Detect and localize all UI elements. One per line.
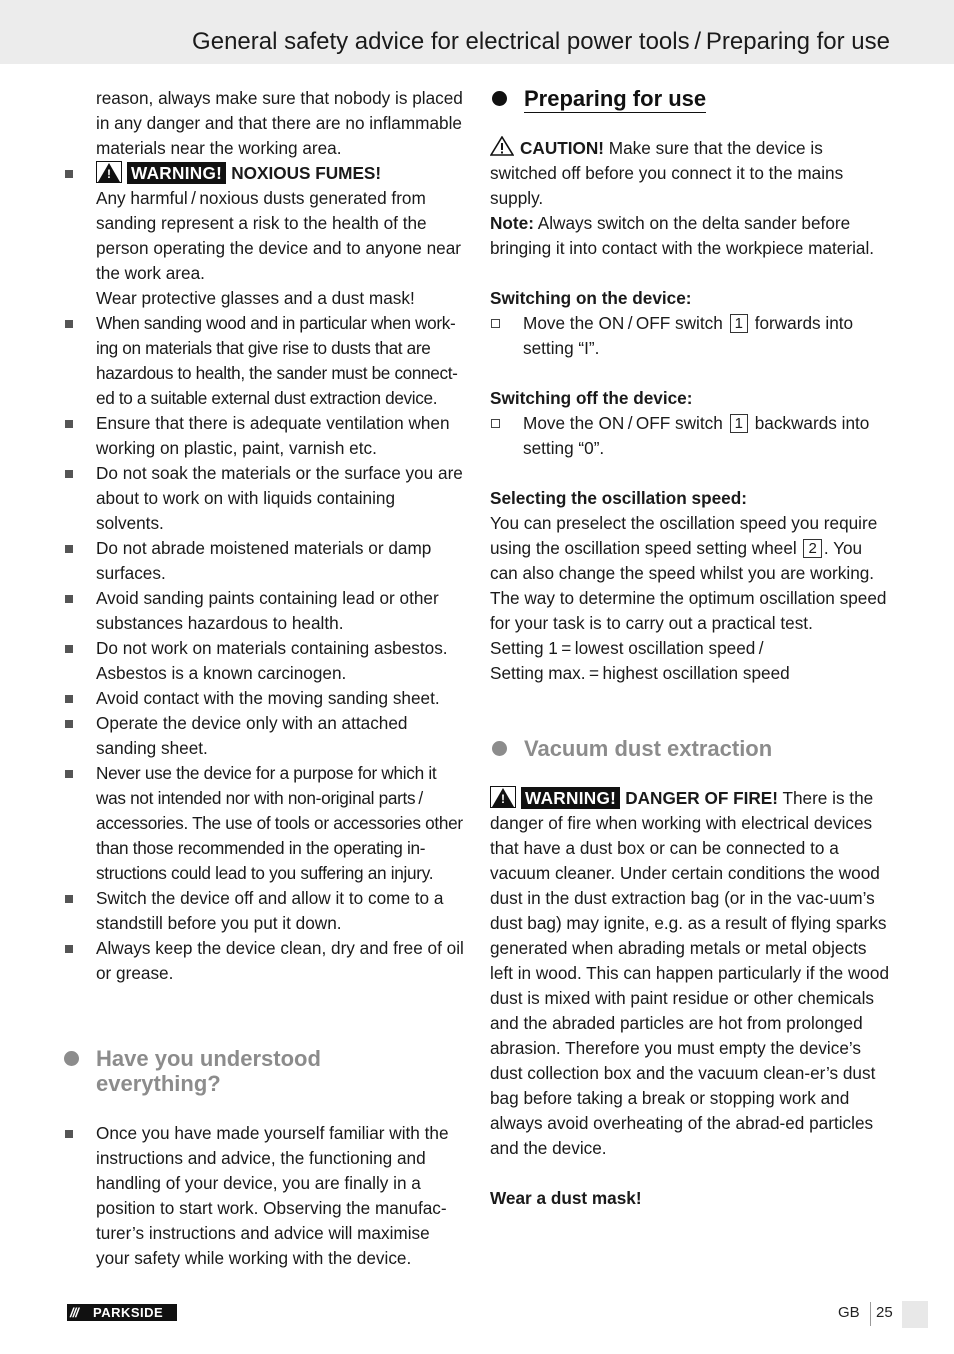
bullet-text: Operate the device only with an attached sanding sheet. — [96, 713, 408, 758]
switch-on-title: Switching on the device: — [490, 288, 692, 308]
right-column — [490, 86, 890, 1211]
warning-label: WARNING! — [521, 787, 620, 809]
square-bullet-icon — [65, 420, 73, 428]
oscillation-setting-2: Setting max. = highest oscillation speed — [490, 663, 790, 683]
oscillation-paragraph — [490, 511, 890, 636]
note-paragraph — [490, 211, 890, 261]
list-item — [62, 761, 466, 886]
switch-off-text-a: Move the ON / OFF switch — [523, 413, 728, 433]
understood-heading — [62, 1046, 466, 1096]
list-item — [62, 886, 466, 936]
warning-heading — [96, 163, 381, 183]
warning-triangle-icon: ! — [96, 161, 122, 183]
preparing-heading — [490, 86, 890, 111]
understood-title-line-2: everything? — [96, 1071, 221, 1096]
noxious-text: Any harmful / noxious dusts generated from sanding represent a risk to the health of the person operating the device and to anyone near the work area. — [96, 188, 462, 283]
footer-divider — [870, 1302, 871, 1326]
switch-on-list — [490, 311, 890, 361]
square-bullet-icon — [65, 595, 73, 603]
list-item — [62, 161, 466, 311]
square-bullet-icon — [65, 645, 73, 653]
oscillation-setting-1: Setting 1 = lowest oscillation speed / — [490, 638, 764, 658]
fire-paragraph — [490, 786, 890, 1161]
oscillation-text-b: . You can also change the speed whilst you are working. The way to determine the optimum oscillation speed for your task is to carry out a practical test. — [490, 538, 887, 633]
bullet-text: Do not abrade moistened materials or damp surfaces. — [96, 538, 432, 583]
part-number-badge: 1 — [730, 314, 748, 333]
bullet-text: Avoid sanding paints containing lead or other substances hazardous to health. — [96, 588, 439, 633]
switch-off-text-b: backwards into setting “0”. — [523, 413, 870, 458]
switch-on-text-a: Move the ON / OFF switch — [523, 313, 728, 333]
list-item — [62, 411, 466, 461]
understood-title-line-1: Have you understood — [96, 1046, 321, 1071]
list-item — [62, 686, 466, 711]
oscillation-text-a: You can preselect the oscillation speed you require using the oscillation speed setting wheel — [490, 513, 878, 558]
square-bullet-icon — [65, 1130, 73, 1138]
list-item — [62, 586, 466, 636]
bullet-text: Switch the device off and allow it to come to a standstill before you put it down. — [96, 888, 444, 933]
oscillation-title: Selecting the oscillation speed: — [490, 488, 747, 508]
part-number-badge: 2 — [803, 539, 821, 558]
switch-off-list — [490, 411, 890, 461]
caution-text: Make sure that the device is switched off before you connect it to the mains supply. — [490, 138, 844, 208]
preparing-title: Preparing for use — [524, 86, 707, 111]
part-number-badge: 1 — [730, 414, 748, 433]
bullet-dot-icon — [64, 1051, 79, 1066]
noxious-text-2: Wear protective glasses and a dust mask! — [96, 288, 415, 308]
list-item — [62, 1121, 466, 1271]
caution-paragraph — [490, 136, 890, 211]
bullet-text: Always keep the device clean, dry and free of oil or grease. — [96, 938, 464, 983]
bullet-dot-icon — [492, 91, 507, 106]
bullet-text: When sanding wood and in particular when work-ing on materials that give rise to dusts that are hazardous to health, the sander must be connect-ed to a suitable external dust extraction device. — [96, 313, 458, 408]
safety-list — [62, 161, 466, 986]
fire-title: DANGER OF FIRE! — [625, 788, 778, 808]
switch-off-title: Switching off the device: — [490, 388, 693, 408]
note-label: Note: — [490, 213, 534, 233]
square-bullet-icon — [65, 470, 73, 478]
square-bullet-icon — [65, 720, 73, 728]
warning-triangle-icon: ! — [490, 786, 516, 808]
page-title: General safety advice for electrical power tools / Preparing for use — [192, 28, 890, 55]
left-column — [62, 86, 466, 1271]
footer-tab — [902, 1301, 928, 1328]
bullet-text: Do not work on materials containing asbestos. Asbestos is a known carcinogen. — [96, 638, 448, 683]
bullet-text: Never use the device for a purpose for which it was not intended nor with non-original parts / accessories. The use of tools or accessories other than those recommended in the operating in-structions could lead to you suffering an injury. — [96, 763, 463, 883]
box-bullet-icon — [491, 319, 500, 328]
list-item — [62, 311, 466, 411]
list-item — [62, 936, 466, 986]
list-item — [62, 461, 466, 536]
page-header — [0, 0, 954, 64]
square-bullet-icon — [65, 945, 73, 953]
fire-text: There is the danger of fire when working with electrical devices that have a dust box or can be connected to a vacuum cleaner. Under certain conditions the wood dust in the dust extraction bag (or in the vac-uum’s dust bag) may ignite, e.g. as a result of flying sparks generated when abrading metals or metal objects left in wood. This can happen particularly if the wood dust is mixed with paint residue or other chemicals and the abraded particles are hot from prolonged abrasion. Therefore you must empty the device’s dust collection box and the vacuum clean-er’s dust bag before taking a break or stopping work and always avoid overheating of the abrad-ed particles and the device. — [490, 788, 890, 1158]
square-bullet-icon — [65, 545, 73, 553]
square-bullet-icon — [65, 895, 73, 903]
square-bullet-icon — [65, 770, 73, 778]
bullet-text: Avoid contact with the moving sanding sheet. — [96, 688, 440, 708]
list-item — [490, 411, 890, 461]
logo-stripes: /// — [70, 1305, 78, 1320]
note-text: Always switch on the delta sander before bringing it into contact with the workpiece material. — [490, 213, 875, 258]
noxious-title: NOXIOUS FUMES! — [231, 163, 382, 183]
bullet-text: Do not soak the materials or the surface you are about to work on with liquids containing solvents. — [96, 463, 463, 533]
vacuum-title: Vacuum dust extraction — [524, 736, 773, 761]
list-item — [62, 636, 466, 686]
logo-text: PARKSIDE — [93, 1305, 164, 1320]
switch-on-text-b: forwards into setting “I”. — [523, 313, 854, 358]
page-number: 25 — [876, 1304, 893, 1321]
bullet-text: Ensure that there is adequate ventilation when working on plastic, paint, varnish etc. — [96, 413, 450, 458]
list-item — [490, 311, 890, 361]
intro-text: reason, always make sure that nobody is placed in any danger and that there are no inflammable materials near the working area. — [96, 88, 463, 158]
list-item — [62, 711, 466, 761]
warning-label: WARNING! — [127, 162, 226, 184]
box-bullet-icon — [491, 419, 500, 428]
understood-text: Once you have made yourself familiar with the instructions and advice, the functioning and handling of your device, you are finally in a position to start work. Observing the manufac-turer’s instructions and advice will maximise your safety while working with the device. — [96, 1123, 449, 1268]
square-bullet-icon — [65, 170, 73, 178]
square-bullet-icon — [65, 695, 73, 703]
caution-triangle-icon — [490, 136, 514, 156]
list-item — [62, 536, 466, 586]
caution-label: CAUTION! — [520, 138, 605, 158]
dust-mask-note: Wear a dust mask! — [490, 1188, 642, 1208]
parkside-logo — [67, 1304, 177, 1321]
language-code: GB — [838, 1304, 860, 1321]
bullet-dot-icon — [492, 741, 507, 756]
understood-list — [62, 1121, 466, 1271]
vacuum-heading — [490, 736, 890, 761]
square-bullet-icon — [65, 320, 73, 328]
